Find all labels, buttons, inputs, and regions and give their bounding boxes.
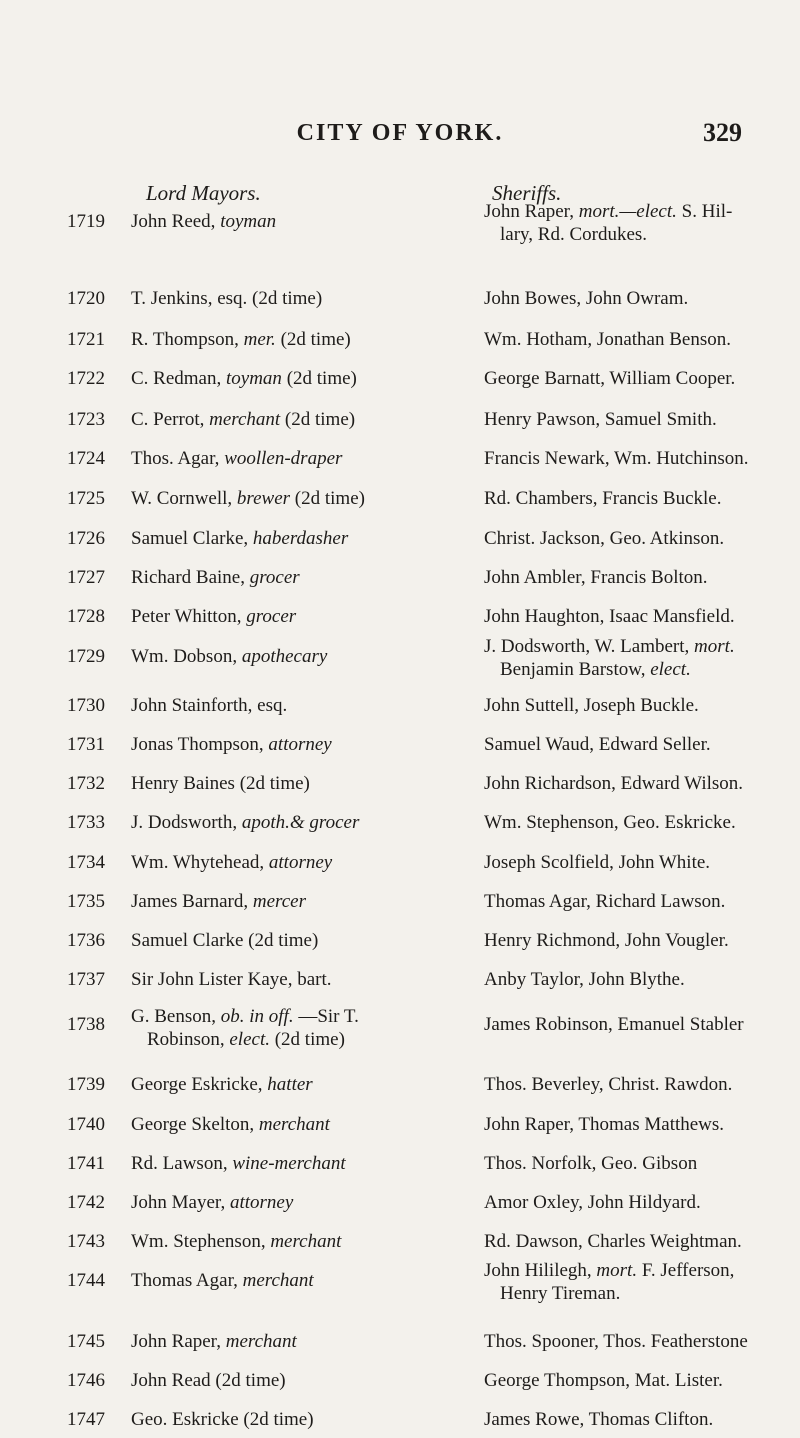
sheriffs-names: Samuel Waud, Edward Seller. <box>484 734 711 755</box>
sheriffs-cell <box>484 605 784 628</box>
mayor-cell <box>131 287 481 310</box>
sheriffs-names: Amor Oxley, John Hildyard. <box>484 1192 701 1213</box>
mayor-trade: woollen-draper <box>224 448 343 469</box>
mayor-name: Geo. Eskricke (2d time) <box>131 1409 314 1430</box>
page-number: 329 <box>703 118 742 147</box>
mayor-trade: merchant <box>258 1114 330 1135</box>
sheriffs-note: mort. <box>596 1260 638 1281</box>
year-cell: 1722 <box>67 368 105 389</box>
mayor-cell <box>131 1230 481 1253</box>
sheriffs-names: Christ. Jackson, Geo. Atkinson. <box>484 528 725 549</box>
mayor-trade: apoth.& grocer <box>241 812 360 833</box>
sheriffs-note: mort.—elect. <box>578 201 677 222</box>
mayor-name: John Raper, <box>131 1331 221 1352</box>
sheriffs-cell <box>484 1191 784 1214</box>
mayor-trade: merchant <box>225 1331 297 1352</box>
mayor-cell <box>131 1113 481 1136</box>
sheriffs-names: Joseph Scolfield, John White. <box>484 852 711 873</box>
sheriffs-line2-names: Benjamin Barstow, <box>500 659 646 680</box>
sheriffs-cell <box>484 968 784 991</box>
sheriffs-names: Thos. Norfolk, Geo. Gibson <box>484 1153 698 1174</box>
mayor-cell <box>131 487 481 510</box>
sheriffs-cell <box>484 851 784 874</box>
sheriffs-cell <box>484 1230 784 1253</box>
sheriffs-cell <box>484 1408 784 1431</box>
sheriffs-names: John Richardson, Edward Wilson. <box>484 773 744 794</box>
mayor-line2-name: Robinson, <box>147 1029 225 1050</box>
sheriffs-names: John Raper, Thomas Matthews. <box>484 1114 725 1135</box>
mayor-line2-note: elect. <box>229 1029 270 1050</box>
year-cell: 1741 <box>67 1153 105 1174</box>
mayor-name: Rd. Lawson, <box>131 1153 228 1174</box>
sheriffs-cell <box>484 890 784 913</box>
sheriffs-names: Henry Pawson, Samuel Smith. <box>484 409 717 430</box>
sheriffs-cell <box>484 811 784 834</box>
sheriffs-cell <box>484 200 784 246</box>
sheriffs-names: John Ambler, Francis Bolton. <box>484 567 708 588</box>
sheriffs-cell <box>484 733 784 756</box>
mayor-cell <box>131 929 481 952</box>
mayor-cell <box>131 1191 481 1214</box>
mayor-name: Sir John Lister Kaye, bart. <box>131 969 332 990</box>
mayor-cell <box>131 1330 481 1353</box>
mayor-trade: haberdasher <box>252 528 349 549</box>
mayor-cell <box>131 367 481 390</box>
year-cell: 1720 <box>67 288 105 309</box>
year-cell: 1739 <box>67 1074 105 1095</box>
year-cell: 1736 <box>67 930 105 951</box>
mayor-name: Samuel Clarke (2d time) <box>131 930 319 951</box>
year-cell: 1728 <box>67 606 105 627</box>
mayor-extra: (2d time) <box>286 368 357 389</box>
mayor-trade: toyman <box>226 368 282 389</box>
sheriffs-cell <box>484 367 784 390</box>
sheriffs-cell <box>484 1013 784 1036</box>
sheriffs-names: George Thompson, Mat. Lister. <box>484 1370 723 1391</box>
mayor-cell <box>131 566 481 589</box>
mayor-cell <box>131 772 481 795</box>
mayor-name: Jonas Thompson, <box>131 734 264 755</box>
year-cell: 1732 <box>67 773 105 794</box>
mayor-name: Thomas Agar, <box>131 1270 238 1291</box>
mayor-name: T. Jenkins, esq. (2d time) <box>131 288 323 309</box>
sheriffs-line-2 <box>484 658 784 681</box>
sheriffs-names: Rd. Chambers, Francis Buckle. <box>484 488 722 509</box>
year-cell: 1725 <box>67 488 105 509</box>
mayor-name: John Mayer, <box>131 1192 226 1213</box>
mayor-cell <box>131 605 481 628</box>
sheriffs-cell <box>484 487 784 510</box>
sheriffs-line2-note: elect. <box>650 659 691 680</box>
sheriffs-names: James Robinson, Emanuel Stabler <box>484 1014 744 1035</box>
sheriffs-names: John Haughton, Isaac Mansfield. <box>484 606 735 627</box>
mayor-trade: wine-merchant <box>232 1153 346 1174</box>
sheriffs-cell <box>484 772 784 795</box>
mayor-cell <box>131 527 481 550</box>
mayor-cell <box>131 1073 481 1096</box>
sheriffs-line-2 <box>484 223 784 246</box>
year-cell: 1744 <box>67 1270 105 1291</box>
sheriffs-cell <box>484 1369 784 1392</box>
year-cell: 1727 <box>67 567 105 588</box>
sheriffs-names: Rd. Dawson, Charles Weightman. <box>484 1231 742 1252</box>
sheriffs-names: John Raper, <box>484 201 574 222</box>
sheriffs-names: James Rowe, Thomas Clifton. <box>484 1409 714 1430</box>
mayor-cell <box>131 645 481 668</box>
mayor-name: W. Cornwell, <box>131 488 233 509</box>
year-cell: 1740 <box>67 1114 105 1135</box>
sheriffs-rest: F. Jefferson, <box>641 1260 735 1281</box>
mayor-trade: brewer <box>236 488 291 509</box>
running-head: CITY OF YORK. <box>296 120 504 146</box>
year-cell: 1723 <box>67 409 105 430</box>
mayor-trade: merchant <box>242 1270 314 1291</box>
mayor-name: Wm. Whytehead, <box>131 852 265 873</box>
sheriffs-cell <box>484 1152 784 1175</box>
year-cell: 1737 <box>67 969 105 990</box>
mayor-name: J. Dodsworth, <box>131 812 238 833</box>
column-heading-sheriffs: Sheriffs. <box>492 181 562 205</box>
mayor-cell <box>131 1408 481 1431</box>
mayor-cell <box>131 1269 481 1292</box>
year-cell: 1734 <box>67 852 105 873</box>
mayor-name: Richard Baine, <box>131 567 245 588</box>
year-cell: 1733 <box>67 812 105 833</box>
sheriffs-line-2 <box>484 1282 784 1305</box>
mayor-name: James Barnard, <box>131 891 249 912</box>
mayor-trade: attorney <box>229 1192 294 1213</box>
mayor-trade: mer. <box>243 329 276 350</box>
year-cell: 1743 <box>67 1231 105 1252</box>
sheriffs-names: Thos. Beverley, Christ. Rawdon. <box>484 1074 733 1095</box>
mayor-name: G. Benson, <box>131 1006 216 1027</box>
year-cell: 1742 <box>67 1192 105 1213</box>
sheriffs-cell <box>484 1259 784 1305</box>
mayor-trade: toyman <box>220 211 277 232</box>
sheriffs-names: George Barnatt, William Cooper. <box>484 368 736 389</box>
mayor-cell <box>131 1005 481 1051</box>
mayor-cell <box>131 968 481 991</box>
sheriffs-cell <box>484 328 784 351</box>
year-cell: 1730 <box>67 695 105 716</box>
sheriffs-names: Anby Taylor, John Blythe. <box>484 969 685 990</box>
mayor-extra: —Sir T. <box>298 1006 359 1027</box>
sheriffs-cell <box>484 566 784 589</box>
mayor-name: Samuel Clarke, <box>131 528 249 549</box>
sheriffs-rest: S. Hil- <box>681 201 733 222</box>
mayor-cell <box>131 447 481 470</box>
sheriffs-names: John Hililegh, <box>484 1260 592 1281</box>
mayor-extra: (2d time) <box>280 329 351 350</box>
mayor-cell <box>131 811 481 834</box>
mayor-name: Henry Baines (2d time) <box>131 773 310 794</box>
sheriffs-names: Thos. Spooner, Thos. Featherstone <box>484 1331 748 1352</box>
mayor-extra: (2d time) <box>284 409 356 430</box>
sheriffs-names: Henry Richmond, John Vougler. <box>484 930 729 951</box>
sheriffs-line2-names: Henry Tireman. <box>500 1283 621 1304</box>
mayor-trade: grocer <box>249 567 300 588</box>
mayor-name: Peter Whitton, <box>131 606 242 627</box>
mayor-trade: merchant <box>270 1231 342 1252</box>
mayor-name: John Read (2d time) <box>131 1370 286 1391</box>
mayor-cell <box>131 733 481 756</box>
mayor-cell <box>131 890 481 913</box>
mayor-trade: merchant <box>209 409 281 430</box>
sheriffs-names: Wm. Stephenson, Geo. Eskricke. <box>484 812 736 833</box>
mayor-trade: attorney <box>268 852 333 873</box>
sheriffs-names: John Suttell, Joseph Buckle. <box>484 695 699 716</box>
mayor-cell <box>131 1152 481 1175</box>
sheriffs-names: J. Dodsworth, W. Lambert, <box>484 636 690 657</box>
column-heading-mayors: Lord Mayors. <box>146 181 261 205</box>
mayor-name: Thos. Agar, <box>131 448 220 469</box>
mayor-name: John Stainforth, esq. <box>131 695 288 716</box>
year-cell: 1735 <box>67 891 105 912</box>
sheriffs-names: Francis Newark, Wm. Hutchinson. <box>484 448 749 469</box>
sheriffs-cell <box>484 694 784 717</box>
mayor-trade: mercer <box>252 891 306 912</box>
mayor-trade: apothecary <box>241 646 328 667</box>
mayor-name: George Skelton, <box>131 1114 255 1135</box>
mayor-extra: (2d time) <box>294 488 365 509</box>
sheriffs-cell <box>484 1073 784 1096</box>
sheriffs-cell <box>484 408 784 431</box>
year-cell: 1719 <box>67 211 105 232</box>
mayor-line-2 <box>131 1028 481 1051</box>
sheriffs-note: mort. <box>694 636 735 657</box>
sheriffs-cell <box>484 635 784 681</box>
mayor-name: John Reed, <box>131 211 216 232</box>
sheriffs-names: John Bowes, John Owram. <box>484 288 689 309</box>
sheriffs-cell <box>484 929 784 952</box>
mayor-name: George Eskricke, <box>131 1074 263 1095</box>
sheriffs-cell <box>484 287 784 310</box>
mayor-trade: ob. in off. <box>220 1006 294 1027</box>
mayor-cell <box>131 328 481 351</box>
mayor-trade: attorney <box>268 734 332 755</box>
mayor-name: C. Perrot, <box>131 409 205 430</box>
mayor-cell <box>131 408 481 431</box>
mayor-cell <box>131 210 481 233</box>
sheriffs-cell <box>484 1113 784 1136</box>
year-cell: 1726 <box>67 528 105 549</box>
year-cell: 1721 <box>67 329 105 350</box>
year-cell: 1729 <box>67 646 105 667</box>
sheriffs-line2-names: lary, Rd. Cordukes. <box>500 224 648 245</box>
sheriffs-names: Thomas Agar, Richard Lawson. <box>484 891 726 912</box>
mayor-name: R. Thompson, <box>131 329 239 350</box>
mayor-name: Wm. Dobson, <box>131 646 238 667</box>
sheriffs-cell <box>484 447 784 470</box>
mayor-cell <box>131 1369 481 1392</box>
mayor-cell <box>131 851 481 874</box>
sheriffs-cell <box>484 527 784 550</box>
mayor-name: Wm. Stephenson, <box>131 1231 266 1252</box>
mayor-trade: hatter <box>267 1074 313 1095</box>
mayor-trade: grocer <box>246 606 297 627</box>
sheriffs-names: Wm. Hotham, Jonathan Benson. <box>484 329 731 350</box>
year-cell: 1745 <box>67 1331 105 1352</box>
year-cell: 1747 <box>67 1409 105 1430</box>
year-cell: 1746 <box>67 1370 105 1391</box>
year-cell: 1738 <box>67 1014 105 1035</box>
mayor-line2-extra: (2d time) <box>274 1029 345 1050</box>
sheriffs-cell <box>484 1330 784 1353</box>
mayor-name: C. Redman, <box>131 368 222 389</box>
year-cell: 1724 <box>67 448 105 469</box>
mayor-cell <box>131 694 481 717</box>
year-cell: 1731 <box>67 734 105 755</box>
